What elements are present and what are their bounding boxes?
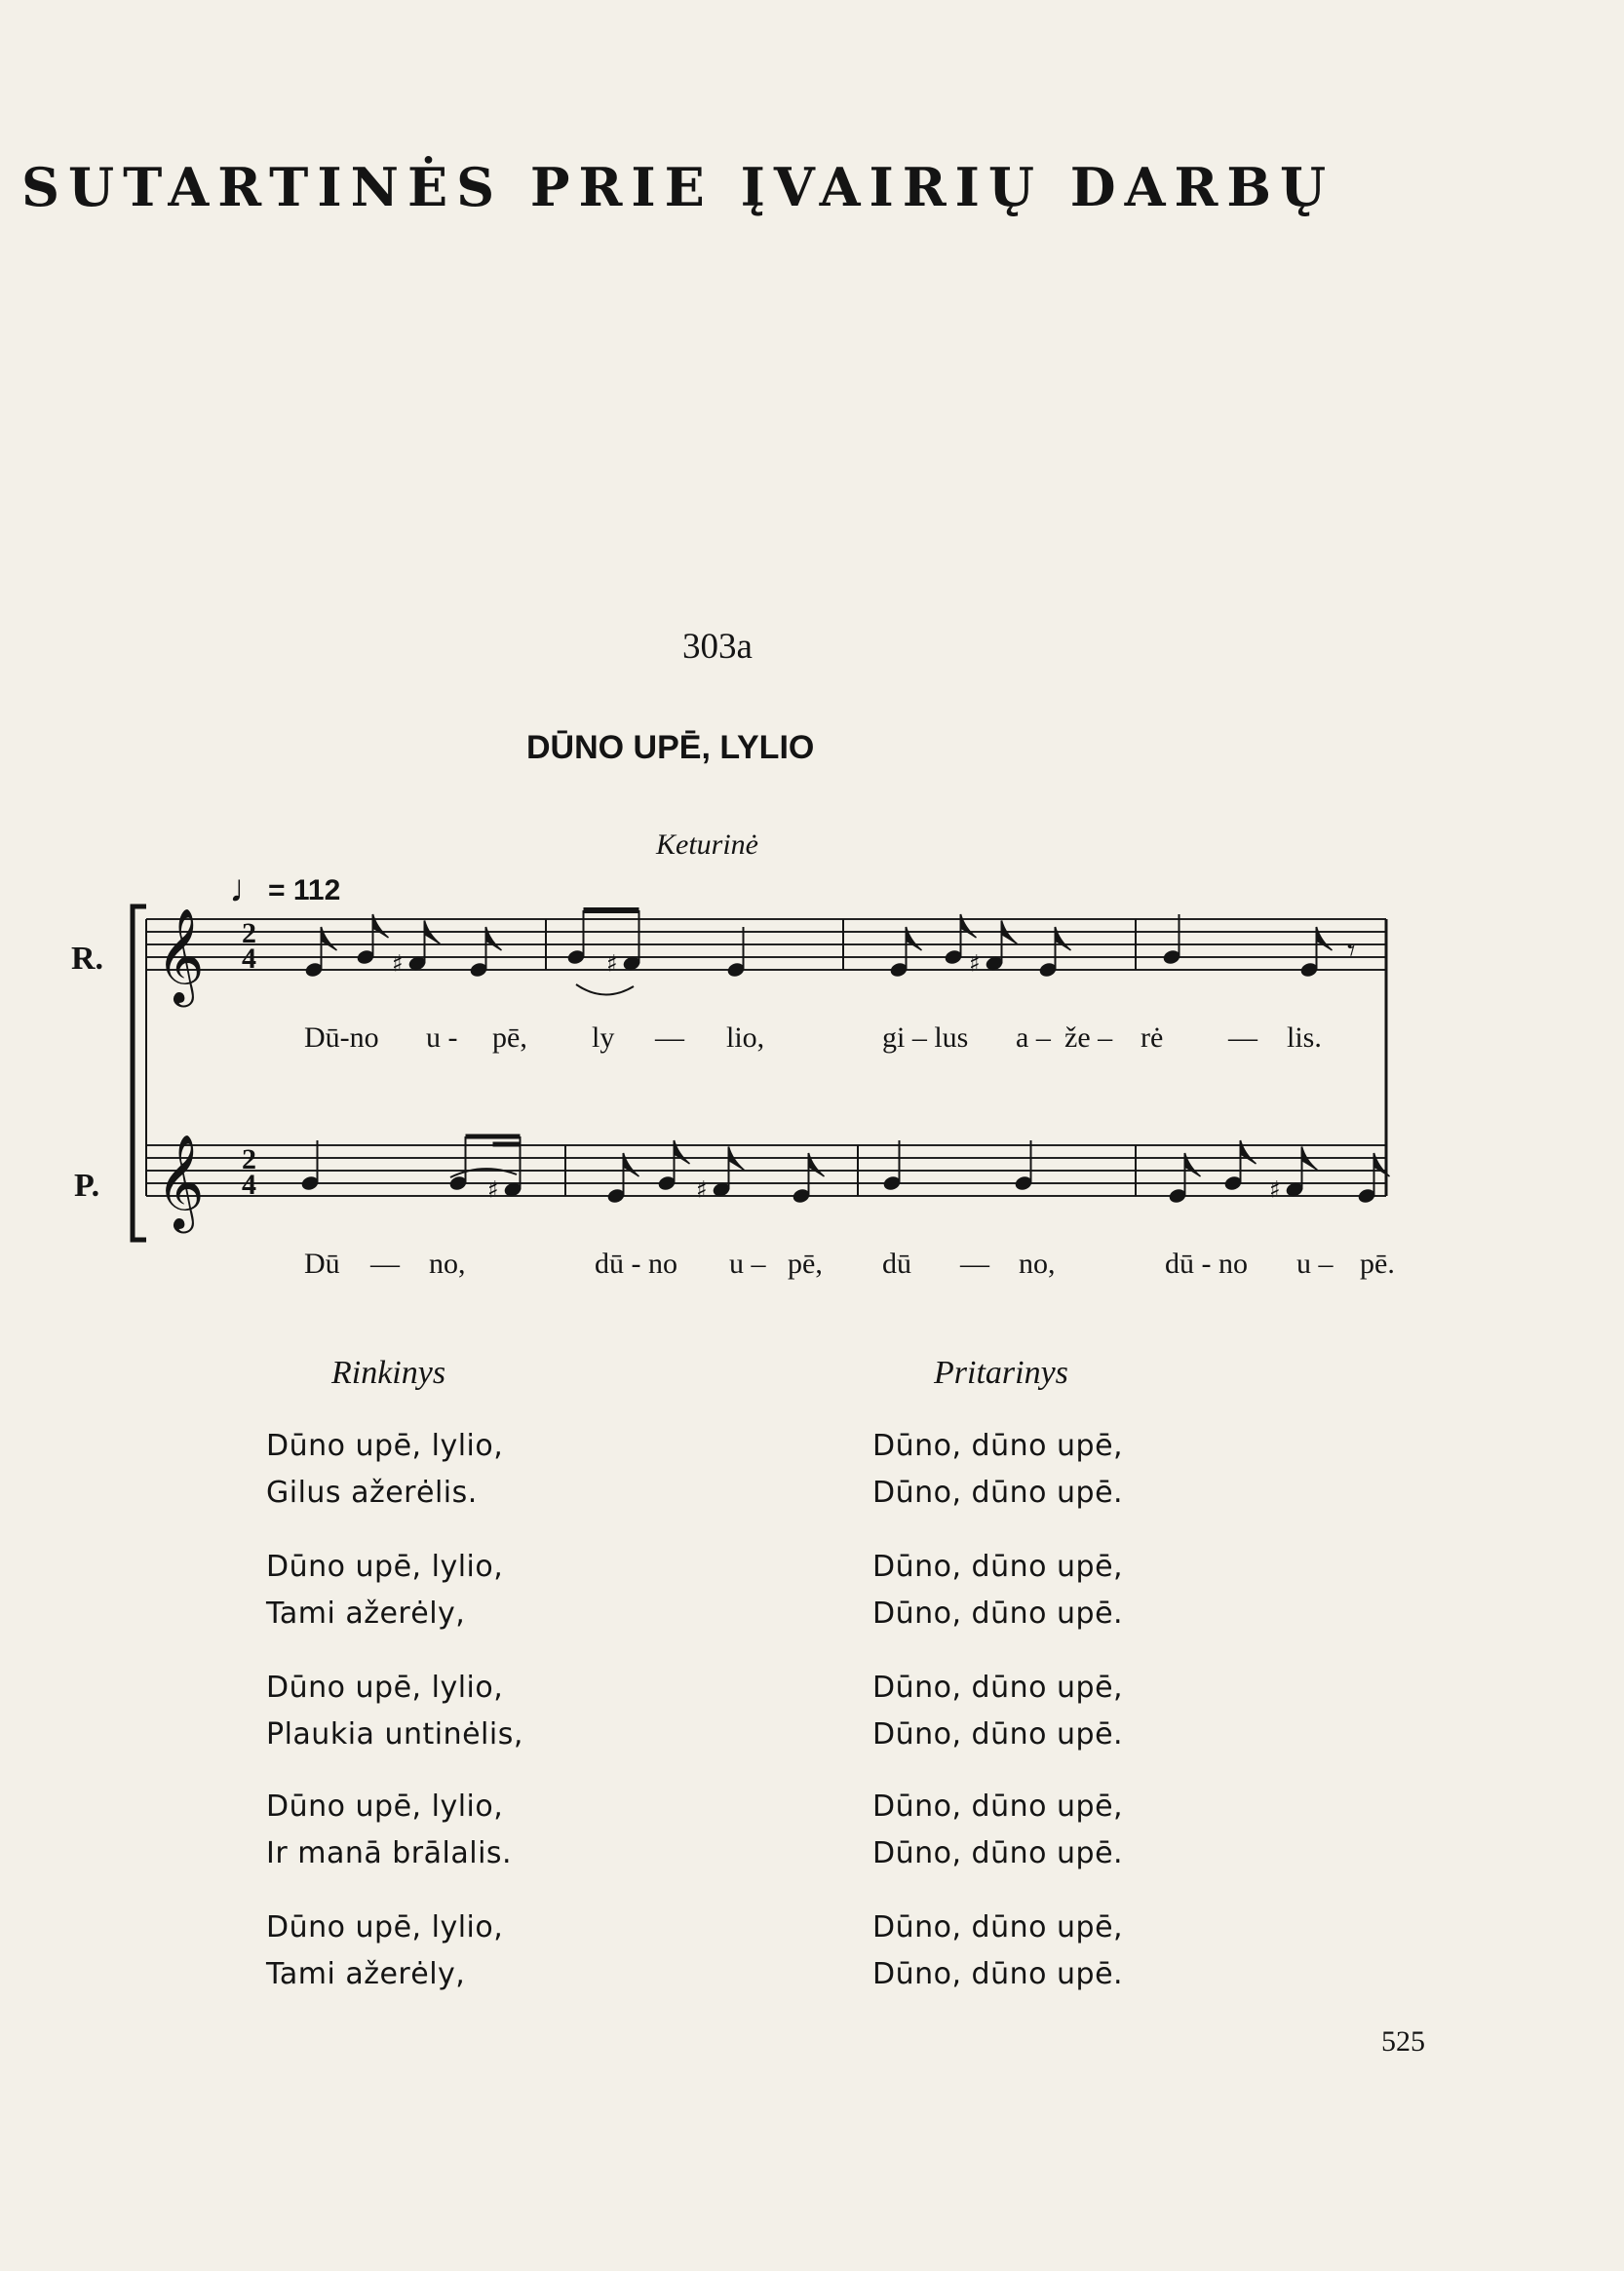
lyric-syllable: a – <box>1016 1021 1051 1054</box>
verse-line-right: Dūno, dūno upē, <box>872 1550 1124 1584</box>
time-signature-top: 2 <box>242 1143 256 1175</box>
lyric-syllable: že – <box>1064 1021 1113 1054</box>
note-flag <box>322 927 337 950</box>
note-flag <box>1241 1140 1257 1164</box>
treble-clef-icon: 𝄞 <box>156 1134 205 1229</box>
lyric-syllable: — <box>960 1248 989 1280</box>
slur <box>576 984 634 995</box>
verse-line-right: Dūno, dūno upē, <box>872 1671 1124 1705</box>
treble-clef-icon: 𝄞 <box>156 907 205 1003</box>
page-title: SUTARTINĖS PRIE ĮVAIRIŲ DARBŲ <box>21 156 1335 218</box>
verse-line-left: Dūno upē, lylio, <box>266 1550 504 1584</box>
lyric-syllable: no, <box>1019 1248 1056 1280</box>
note-flag <box>373 914 389 938</box>
tempo-value: = 112 <box>268 874 341 906</box>
song-number: 303a <box>682 627 753 667</box>
sharp-sign: ♯ <box>392 949 404 978</box>
voice-label-p: P. <box>74 1168 100 1204</box>
sharp-sign: ♯ <box>969 949 981 978</box>
lyric-syllable: dū - no <box>1165 1248 1248 1280</box>
sharp-sign: ♯ <box>487 1175 499 1204</box>
verse-line-left: Dūno upē, lylio, <box>266 1790 504 1824</box>
note-flag <box>675 1140 690 1164</box>
lyric-syllable: lis. <box>1287 1021 1322 1054</box>
verse-line-right: Dūno, dūno upē. <box>872 1476 1124 1510</box>
verse-line-right: Dūno, dūno upē. <box>872 1597 1124 1631</box>
verse-line-left: Dūno upē, lylio, <box>266 1910 504 1944</box>
page-number: 525 <box>1381 2025 1425 2058</box>
voice-label-r: R. <box>71 941 104 977</box>
verse-line-left: Tami ažerėly, <box>266 1957 466 1991</box>
verse-line-right: Dūno, dūno upē, <box>872 1429 1124 1463</box>
verse-line-left: Dūno upē, lylio, <box>266 1429 504 1463</box>
note-flag <box>907 927 922 950</box>
note-flag <box>1185 1153 1201 1176</box>
lyric-syllable: — <box>1228 1021 1257 1054</box>
lyric-syllable: u – <box>729 1248 766 1280</box>
verse-line-right: Dūno, dūno upē, <box>872 1910 1124 1944</box>
lyric-syllable: Dū-no <box>304 1021 379 1054</box>
verse-line-right: Dūno, dūno upē. <box>872 1717 1124 1751</box>
sharp-sign: ♯ <box>696 1175 708 1204</box>
quarter-note-icon: ♩ <box>229 867 268 910</box>
lyric-syllable: — <box>655 1021 684 1054</box>
eighth-rest-icon: 𝄾 <box>1347 932 1356 969</box>
lyric-syllable: ly <box>592 1021 615 1054</box>
lyric-syllable: pē, <box>492 1021 527 1054</box>
lyric-syllable: rė <box>1141 1021 1164 1054</box>
verse-line-left: Ir manā brālalis. <box>266 1836 513 1870</box>
verse-line-left: Tami ažerėly, <box>266 1597 466 1631</box>
system-bracket <box>133 906 146 1240</box>
time-signature-bottom: 4 <box>242 943 256 975</box>
note-flag <box>1317 927 1333 950</box>
note-flag <box>624 1153 639 1176</box>
verse-line-right: Dūno, dūno upē. <box>872 1957 1124 1991</box>
time-signature-top: 2 <box>242 917 256 949</box>
lyric-syllable: pē, <box>788 1248 823 1280</box>
song-type: Keturinė <box>656 828 758 861</box>
column-heading-rinkinys: Rinkinys <box>331 1355 446 1391</box>
verse-line-left: Dūno upē, lylio, <box>266 1671 504 1705</box>
lyric-syllable: dū <box>882 1248 911 1280</box>
column-heading-pritarinys: Pritarinys <box>934 1355 1068 1391</box>
lyric-syllable: u – <box>1296 1248 1334 1280</box>
time-signature-bottom: 4 <box>242 1169 256 1201</box>
note-flag <box>486 927 502 950</box>
lyric-syllable: gi – lus <box>882 1021 969 1054</box>
lyric-syllable: dū - no <box>595 1248 677 1280</box>
lyric-syllable: no, <box>429 1248 466 1280</box>
lyric-syllable: — <box>370 1248 400 1280</box>
song-title: DŪNO UPĒ, LYLIO <box>526 729 815 766</box>
note-flag <box>809 1153 825 1176</box>
verse-line-right: Dūno, dūno upē, <box>872 1790 1124 1824</box>
verse-line-left: Plaukia untinėlis, <box>266 1717 523 1751</box>
lyric-syllable: lio, <box>726 1021 765 1054</box>
sharp-sign: ♯ <box>1269 1175 1281 1204</box>
note-flag <box>961 914 977 938</box>
note-flag <box>1056 927 1071 950</box>
lyric-syllable: Dū <box>304 1248 340 1280</box>
lyric-syllable: u - <box>426 1021 458 1054</box>
lyric-syllable: pē. <box>1360 1248 1395 1280</box>
verse-line-right: Dūno, dūno upē. <box>872 1836 1124 1870</box>
sharp-sign: ♯ <box>606 949 618 978</box>
verse-line-left: Gilus ažerėlis. <box>266 1476 478 1510</box>
